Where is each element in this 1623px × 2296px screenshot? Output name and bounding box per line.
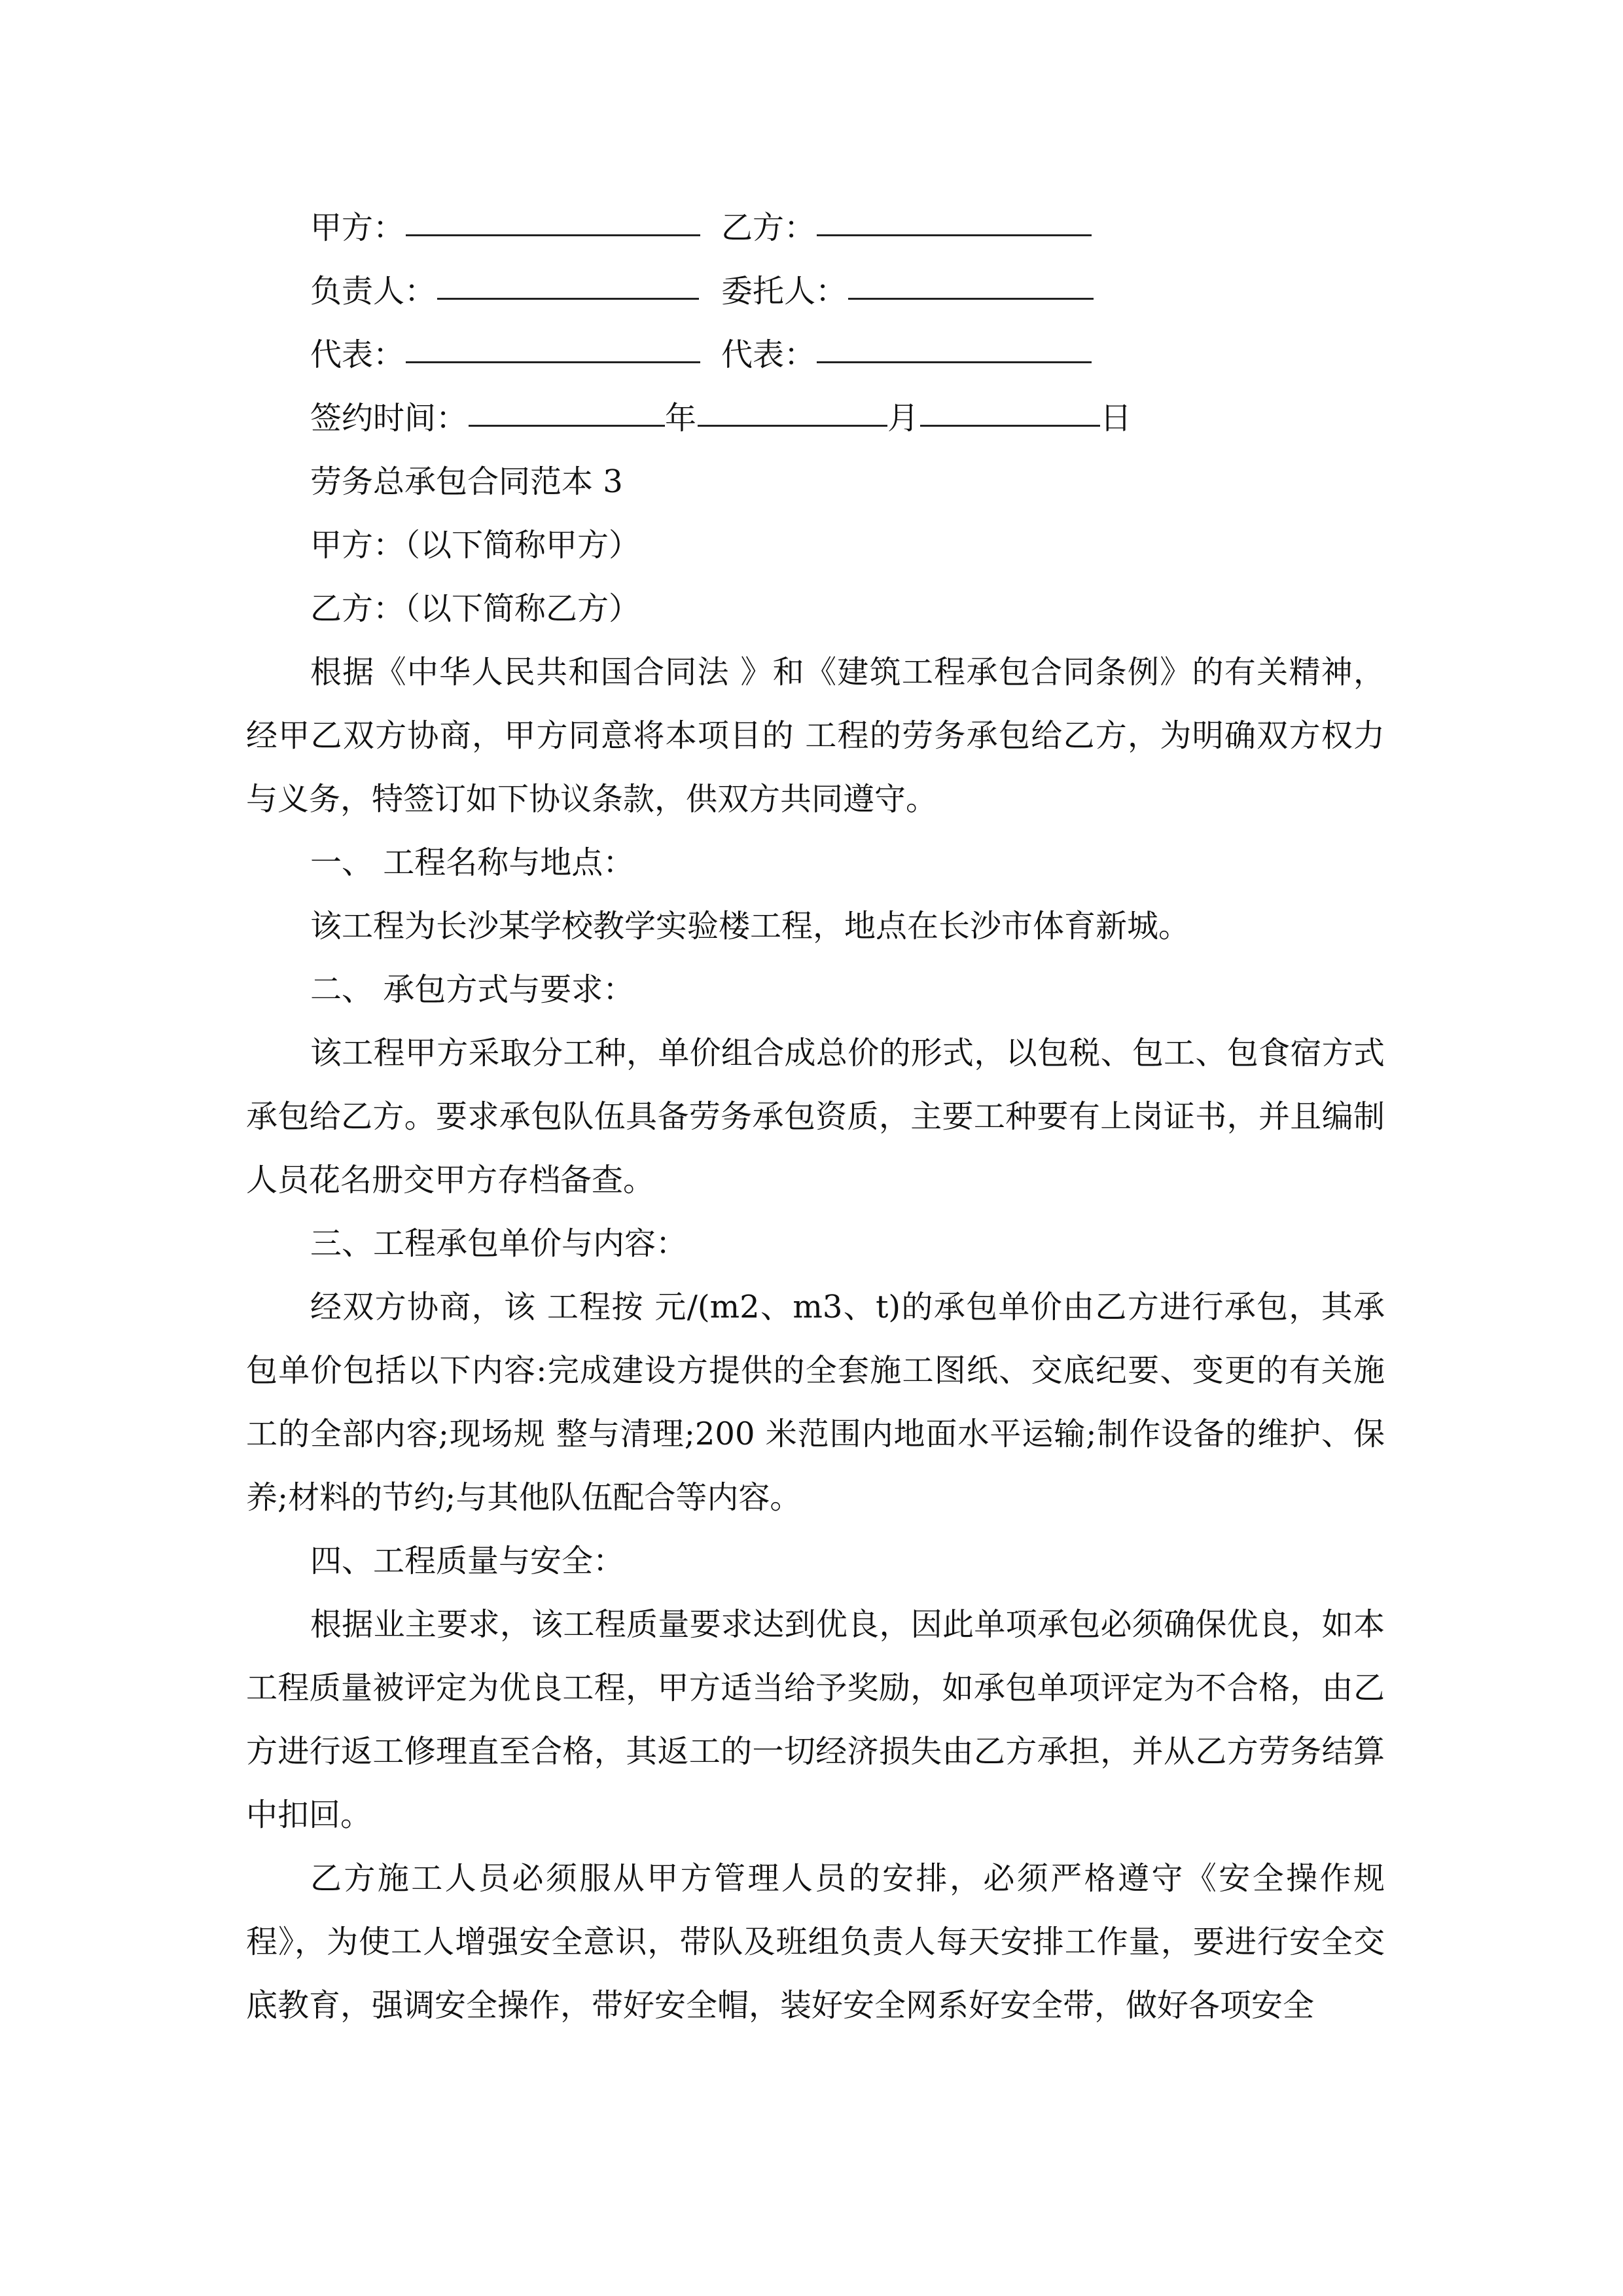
- contract-title: 劳务总承包合同范本 3: [310, 463, 623, 500]
- section-paragraph-4a: 根据业主要求，该工程质量要求达到优良，因此单项承包必须确保优良，如本工程质量被评定为优良工程，甲方适当给予奖励，如承包单项评定为不合格，由乙方进行返工修理直至合格，其返工的一切经济损失由乙方承担，并从乙方劳务结算中扣回。: [246, 1606, 1385, 1833]
- signature-row-persons: [246, 260, 1385, 323]
- sign-time: [310, 387, 1132, 450]
- month-blank: [698, 387, 887, 427]
- party-b-signature: [721, 196, 1092, 260]
- month-label: 月: [887, 400, 919, 437]
- person-in-charge-signature: [310, 260, 699, 323]
- rep-b-signature: [721, 323, 1092, 387]
- section-heading-4: 四、工程质量与安全：: [310, 1543, 625, 1579]
- section-paragraph-3: 经双方协商，该 工程按 元/(m2、m3、t)的承包单价由乙方进行承包，其承包单价包括以下内容:完成建设方提供的全套施工图纸、交底纪要、变更的有关施工的全部内容;现场规 整与清理;200 米范围内地面水平运输;制作设备的维护、保养;材料的节约;与其他队伍配合等内容。: [246, 1289, 1385, 1516]
- rep-b-label: 代表：: [721, 336, 816, 373]
- day-blank: [920, 387, 1100, 427]
- year-blank: [469, 387, 665, 427]
- year-label: 年: [665, 400, 697, 437]
- person-in-charge-blank: [437, 260, 699, 300]
- trustee-blank: [848, 260, 1094, 300]
- rep-a-blank: [406, 323, 700, 363]
- signature-row-parties: [246, 196, 1385, 260]
- party-a-label: 甲方：: [310, 209, 405, 246]
- signature-row-date: [246, 387, 1385, 450]
- sign-time-label: 签约时间：: [310, 400, 468, 437]
- party-b-label: 乙方：: [721, 209, 816, 246]
- party-a-signature: [310, 196, 700, 260]
- document-content: [246, 196, 1385, 2037]
- rep-a-label: 代表：: [310, 336, 405, 373]
- section-heading-2: 二、 承包方式与要求：: [310, 971, 635, 1008]
- contract-party-b: 乙方：（以下简称乙方）: [310, 590, 641, 627]
- section-paragraph-4b: 乙方施工人员必须服从甲方管理人员的安排，必须严格遵守《安全操作规程》，为使工人增强安全意识，带队及班组负责人每天安排工作量，要进行安全交底教育，强调安全操作，带好安全帽，装好安全网系好安全带，做好各项安全: [246, 1860, 1385, 2024]
- trustee-signature: [721, 260, 1094, 323]
- signature-row-representatives: [246, 323, 1385, 387]
- section-paragraph-1: 该工程为长沙某学校教学实验楼工程，地点在长沙市体育新城。: [310, 908, 1190, 944]
- section-paragraph-2: 该工程甲方采取分工种，单价组合成总价的形式，以包税、包工、包食宿方式承包给乙方。要求承包队伍具备劳务承包资质，主要工种要有上岗证书，并且编制人员花名册交甲方存档备查。: [246, 1035, 1385, 1198]
- contract-intro: 根据《中华人民共和国合同法 》和《建筑工程承包合同条例》的有关精神，经甲乙双方协商，甲方同意将本项目的 工程的劳务承包给乙方，为明确双方权力与义务，特签订如下协议条款，供双方共同遵守。: [246, 654, 1385, 817]
- contract-party-a: 甲方：（以下简称甲方）: [310, 527, 641, 564]
- rep-a-signature: [310, 323, 700, 387]
- party-a-blank: [406, 196, 700, 236]
- section-heading-3: 三、工程承包单价与内容：: [310, 1225, 688, 1262]
- day-label: 日: [1100, 400, 1132, 437]
- rep-b-blank: [817, 323, 1092, 363]
- person-in-charge-label: 负责人：: [310, 273, 437, 310]
- party-b-blank: [817, 196, 1092, 236]
- section-heading-1: 一、 工程名称与地点：: [310, 844, 635, 881]
- trustee-label: 委托人：: [721, 273, 847, 310]
